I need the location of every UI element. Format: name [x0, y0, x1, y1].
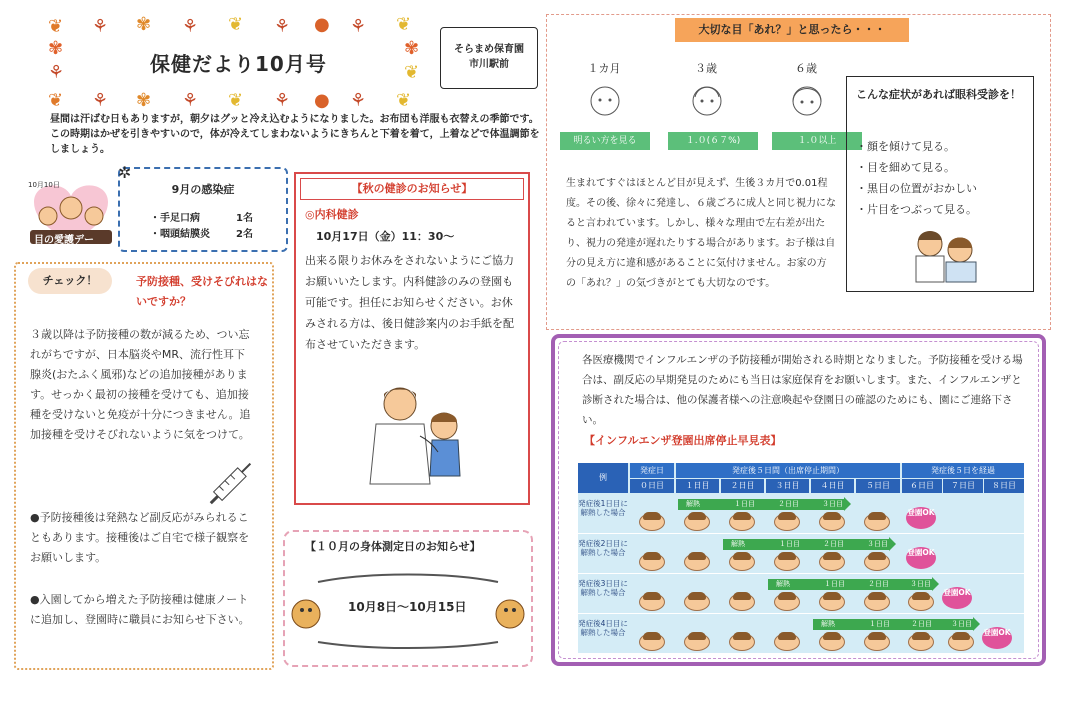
baby-face-icon [588, 82, 622, 118]
child-face-icon [864, 553, 890, 571]
leaf-icon: ❦ [396, 90, 412, 111]
checkup-date: 10月17日（金）11：30～ [316, 230, 455, 243]
after-day-label: ２日目 [911, 620, 932, 628]
child-face-icon [729, 513, 755, 531]
measurement-date: 10月8日～10月15日 [348, 600, 467, 614]
day-header: ２日目 [721, 479, 764, 493]
infection-row [150, 225, 253, 240]
symptom-list [856, 136, 1026, 220]
after-day-label: １日目 [824, 580, 845, 588]
child-face-icon [639, 553, 665, 571]
child-face-icon [774, 553, 800, 571]
leaf-icon: ✾ [48, 38, 64, 59]
leaf-icon: ⚘ [350, 90, 367, 111]
vision-tag: １.０(６７%) [668, 132, 758, 150]
symptom-heading: こんな症状があれば眼科受診を！ [856, 88, 1021, 101]
checkup-text: 出来る限りお休みをされないようにご協力お願いいたします。内科健診のみの登園も可能です。担任にお知らせください。お休みされる方は、後日健診案内のお手紙を配布させていただきます。 [305, 254, 514, 351]
disease-name: ・咽頭結膜炎 [150, 229, 210, 240]
day-header: １日目 [676, 479, 719, 493]
child-face-icon [729, 553, 755, 571]
after-day-label: １日目 [779, 540, 800, 548]
leaf-icon: ⚘ [350, 16, 367, 37]
child-face-icon [729, 593, 755, 611]
child-face-icon [690, 82, 724, 118]
child-face-icon [819, 593, 845, 611]
day-header: ６日目 [902, 479, 942, 493]
check-tag: チェック！ [28, 268, 112, 294]
after-day-label: ３日目 [867, 540, 888, 548]
after-day-label: ３日目 [951, 620, 972, 628]
onset-header: 発症日 [630, 463, 674, 478]
influenza-table-title: 【インフルエンザ登園出席停止早見表】 [584, 434, 782, 447]
infection-title: 9月の感染症 [171, 183, 235, 196]
page-title: 保健だより10月号 [150, 52, 327, 76]
after-day-label: ２日目 [868, 580, 889, 588]
girl-face-icon [790, 82, 824, 118]
eye-day-badge [24, 172, 118, 250]
intro-text: 昼間は汗ばむ日もありますが，朝夕はグッと冷え込むようになりました。お布団も洋服も衣替えの季節です。この時期はかぜを引きやすいので，体が冷えてしまわないようにきちんと下着を着て，上着などで体温調節をしましょう。 [50, 114, 540, 155]
vision-tag: １.０以上 [772, 132, 862, 150]
eye-heading: 大切な目「あれ？」と思ったら・・・ [675, 18, 909, 42]
leaf-icon: ❦ [48, 16, 64, 37]
symptom-item: ・黒目の位置がおかしい [856, 182, 977, 195]
leaf-icon: ❦ [396, 14, 412, 35]
after-day-label: ２日目 [823, 540, 844, 548]
eye-exam-illustration [910, 226, 982, 284]
leaf-icon: ❦ [48, 90, 64, 111]
ok-badge: 登園OK [906, 507, 936, 529]
day-header: ７日目 [943, 479, 983, 493]
day-header: ３日目 [766, 479, 809, 493]
table-corner: 例 [578, 463, 628, 493]
recovery-arrow [723, 539, 889, 550]
school-branch: 市川駅前 [469, 59, 509, 70]
row-label: 発症後2日目に解熱した場合 [578, 539, 628, 557]
eye-text: 生まれてすぐはほとんど目が見えず、生後３カ月で0.01程度。その後、徐々に発達し、６歳ごろに成人と同じ視力になると言われています。しかし、様々な理由で左右差が出たり、視力の発達が遅れたりする場合があります。お子様は自分の見え方に違和感があることに気付けません。お家の方の「あれ？」の気づきがとても大切なのです。 [566, 178, 836, 289]
child-face-icon [684, 593, 710, 611]
influenza-text: 各医療機関でインフルエンザの予防接種が開始される時期となりました。予防接種を受ける場合は、副反応の早期発見のためにも当日は家庭保育をお願いします。また、インフルエンザと診断された場合は、他の保護者様への注意喚起や登園日の確認のためにも、園にご連絡下さい。 [582, 354, 1023, 426]
age-label: １カ月 [587, 62, 621, 75]
spider-icon: ✲ [118, 163, 132, 182]
leaf-icon: ✾ [404, 38, 420, 59]
child-face-icon [729, 633, 755, 651]
fever-label: 解熱 [821, 620, 835, 628]
infection-box [118, 167, 288, 252]
school-name-box [440, 27, 538, 89]
after-header: 発症後５日を経過 [902, 463, 1024, 478]
child-face-icon [774, 593, 800, 611]
day-header: ８日目 [984, 479, 1024, 493]
child-face-icon [684, 553, 710, 571]
leaf-icon: ⚘ [92, 90, 109, 111]
leaf-icon: ❦ [228, 14, 244, 35]
influenza-table [578, 463, 1024, 653]
child-face-icon [908, 593, 934, 611]
symptom-item: ・片目をつぶって見る。 [856, 203, 977, 216]
measurement-heading: 【１０月の身体測定日のお知らせ】 [305, 540, 481, 553]
vision-tag: 明るい方を見る [560, 132, 650, 150]
vaccine-paragraph: ３歳以降は予防接種の数が減るため、つい忘れがちですが、日本脳炎やMR、流行性耳下腺炎(おたふく風邪)などの追加接種があります。せっかく最初の接種を受けても、追加接種を受けないと免疫が十分につきません。追加接種を受けそびれないように気をつけて。 [30, 328, 251, 441]
eye-day-date: 10月10日 [28, 181, 60, 189]
day-header: ５日目 [856, 479, 900, 493]
infection-row [150, 209, 253, 224]
after-day-label: ３日目 [910, 580, 931, 588]
case-count: 2名 [236, 229, 253, 240]
leaf-icon: ⚘ [274, 16, 291, 37]
child-face-icon [639, 633, 665, 651]
leaf-icon: ❦ [404, 62, 420, 83]
ok-badge: 登園OK [906, 547, 936, 569]
acorn-icon: ● [314, 14, 330, 35]
child-face-icon [639, 513, 665, 531]
after-day-label: ３日目 [822, 500, 843, 508]
recovery-arrow [678, 499, 844, 510]
child-face-icon [908, 633, 934, 651]
acorn-icon: ● [314, 90, 330, 111]
doctor-illustration [362, 380, 472, 490]
vaccine-title: 予防接種、受けそびれはないですか？ [136, 275, 268, 308]
leaf-icon: ❦ [228, 90, 244, 111]
child-face-icon [864, 633, 890, 651]
fever-label: 解熱 [731, 540, 745, 548]
period-header: 発症後５日間（出席停止期間） [676, 463, 900, 478]
leaf-icon: ⚘ [182, 16, 199, 37]
child-face-icon [774, 513, 800, 531]
disease-name: ・手足口病 [150, 213, 200, 224]
checkup-heading: 【秋の健診のお知らせ】 [300, 178, 524, 200]
syringe-icon [200, 452, 264, 512]
leaf-icon: ✾ [136, 14, 152, 35]
fever-label: 解熱 [686, 500, 700, 508]
child-face-icon [684, 633, 710, 651]
leaf-icon: ✾ [136, 90, 152, 111]
checkup-subheading: ◎内科健診 [305, 208, 359, 221]
child-face-icon [639, 593, 665, 611]
recovery-arrow [813, 619, 973, 630]
child-face-icon [948, 633, 974, 651]
fever-label: 解熱 [776, 580, 790, 588]
recovery-arrow [768, 579, 932, 590]
row-label: 発症後4日目に解熱した場合 [578, 619, 628, 637]
day-header: ０日目 [630, 479, 674, 493]
vaccine-note: ●入園してから増えた予防接種は健康ノートに追加し、登園時に職員にお知らせ下さい。 [30, 593, 250, 626]
symptom-item: ・顔を傾けて見る。 [856, 140, 955, 153]
after-day-label: １日目 [734, 500, 755, 508]
after-day-label: ２日目 [778, 500, 799, 508]
age-label: ６歳 [795, 62, 817, 75]
school-name: そらまめ保育園 [454, 44, 524, 55]
leaf-icon: ⚘ [182, 90, 199, 111]
vaccine-note: ●予防接種後は発熱など副反応がみられることもあります。接種後はご自宅で様子観察をお願いします。 [30, 511, 250, 564]
child-face-icon [684, 513, 710, 531]
child-face-icon [819, 633, 845, 651]
day-header: ４日目 [811, 479, 854, 493]
row-label: 発症後3日目に解熱した場合 [578, 579, 628, 597]
child-face-icon [819, 513, 845, 531]
symptom-item: ・目を細めて見る。 [856, 161, 955, 174]
after-day-label: １日目 [869, 620, 890, 628]
leaf-icon: ⚘ [48, 62, 65, 83]
eye-day-label: 目の愛護デー [34, 235, 94, 246]
case-count: 1名 [236, 213, 253, 224]
ok-badge: 登園OK [942, 587, 972, 609]
row-label: 発症後1日目に解熱した場合 [578, 499, 628, 517]
leaf-icon: ⚘ [92, 16, 109, 37]
child-face-icon [774, 633, 800, 651]
child-face-icon [819, 553, 845, 571]
ok-badge: 登園OK [982, 627, 1012, 649]
leaf-icon: ⚘ [274, 90, 291, 111]
child-face-icon [864, 513, 890, 531]
age-label: ３歳 [695, 62, 717, 75]
measuring-tape-illustration [288, 570, 528, 660]
child-face-icon [864, 593, 890, 611]
